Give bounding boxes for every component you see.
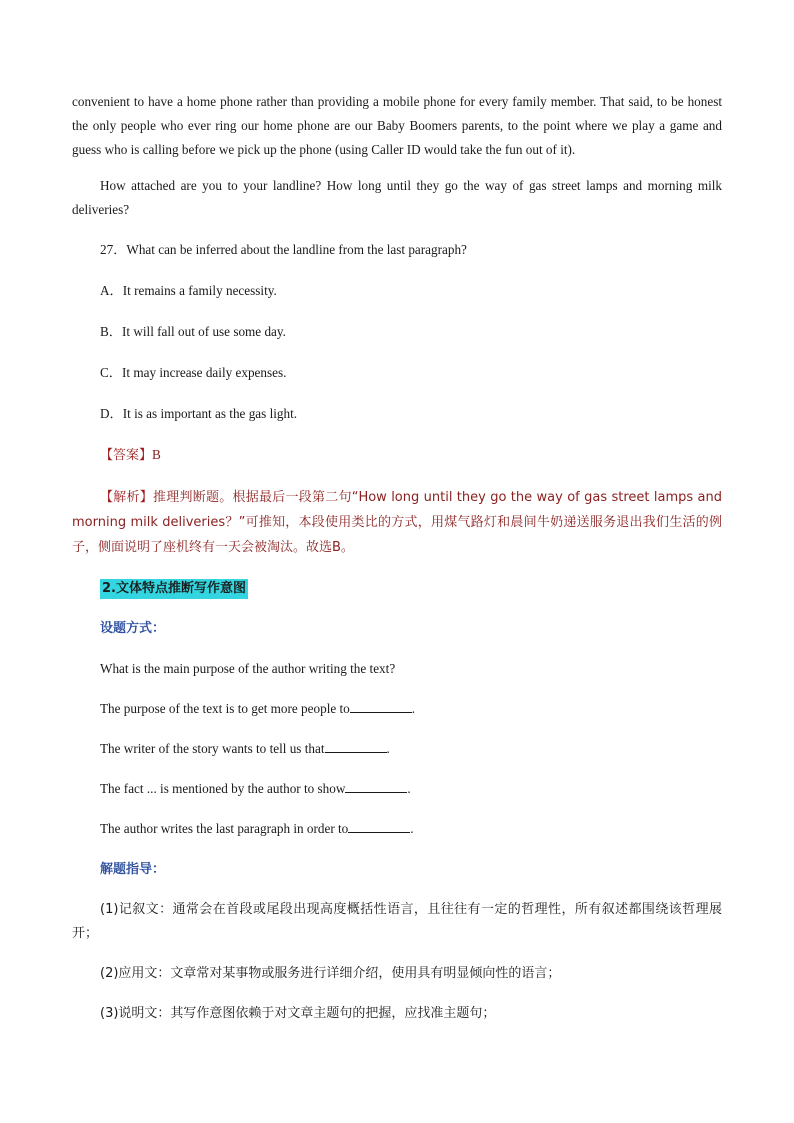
fill-blank: [350, 698, 412, 713]
guide-title-line: [72, 857, 722, 882]
option-text: It is as important as the gas light.: [122, 406, 298, 421]
question-form-text: The fact ... is mentioned by the author to show: [100, 781, 346, 796]
option-letter: D．: [100, 406, 123, 421]
question-form-text: The purpose of the text is to get more people to: [100, 701, 350, 716]
blank-suffix: .: [407, 781, 411, 796]
question-form-5: [72, 817, 722, 841]
question-form-text: The writer of the story wants to tell us that: [100, 741, 325, 756]
option-text: It remains a family necessity.: [122, 283, 277, 298]
guide-item-expository: (3)说明文：其写作意图依赖于对文章主题句的把握，应找准主题句；: [100, 1006, 496, 1021]
option-letter: C．: [100, 365, 122, 380]
section-heading-line: [72, 576, 722, 600]
option-text: It may increase daily expenses.: [121, 365, 287, 380]
document-page: [72, 90, 722, 1026]
section-title: 2.文体特点推断写作意图: [100, 579, 248, 599]
question-form-1: What is the main purpose of the author writing the text?: [100, 661, 396, 676]
passage-paragraph-last: How attached are you to your landline? How long until they go the way of gas street lamps and morning milk deliveries?: [72, 178, 722, 217]
blank-suffix: .: [386, 741, 390, 756]
fill-blank: [345, 778, 407, 793]
analysis-tag: 【解析】: [100, 490, 153, 505]
option-text: It will fall out of use some day.: [121, 324, 286, 339]
fill-blank: [325, 738, 387, 753]
option-b: [72, 320, 722, 344]
guide-item-practical: (2)应用文：文章常对某事物或服务进行详细介绍，使用具有明显倾向性的语言；: [100, 966, 561, 981]
option-a: [72, 279, 722, 303]
answer-value: B: [152, 447, 161, 462]
option-letter: A．: [100, 283, 123, 298]
analysis-paragraph: [72, 485, 722, 560]
option-letter: B．: [100, 324, 122, 339]
question-form-3: [72, 737, 722, 761]
passage-paragraph-continued: convenient to have a home phone rather than providing a mobile phone for every family member. That said, to be honest the only people who ever ring our home phone are our Baby Boomers parents, to the point where we play a game and guess who is calling before we pick up the phone (using Caller ID would take the fun out of it).: [72, 94, 722, 157]
question-form-text: The author writes the last paragraph in order to: [100, 821, 349, 836]
answer-tag: 【答案】: [100, 448, 153, 463]
blank-suffix: .: [411, 701, 416, 716]
analysis-text: 推理判断题。根据最后一段第二句“How long until they go the way of gas street lamps and morning milk deliveries？”可推知，本段使用类比的方式，用煤气路灯和晨间牛奶递送服务退出我们生活的例子，侧面说明了座机终有一天会被淘汰。故选B。: [72, 490, 722, 555]
option-c: [72, 361, 722, 385]
guide-title: 解题指导：: [100, 862, 166, 877]
question-form-2: [72, 697, 722, 721]
question-forms-title-line: [72, 616, 722, 641]
option-d: [72, 402, 722, 426]
blank-suffix: .: [410, 821, 414, 836]
question-forms-title: 设题方式：: [100, 621, 166, 636]
fill-blank: [348, 818, 410, 833]
question-stem: 27．What can be inferred about the landline from the last paragraph?: [100, 242, 467, 257]
guide-item-narrative: (1)记叙文：通常会在首段或尾段出现高度概括性语言，且往往有一定的哲理性，所有叙述都围绕该哲理展开；: [72, 902, 722, 941]
question-form-4: [72, 777, 722, 801]
answer-line: [72, 443, 722, 468]
